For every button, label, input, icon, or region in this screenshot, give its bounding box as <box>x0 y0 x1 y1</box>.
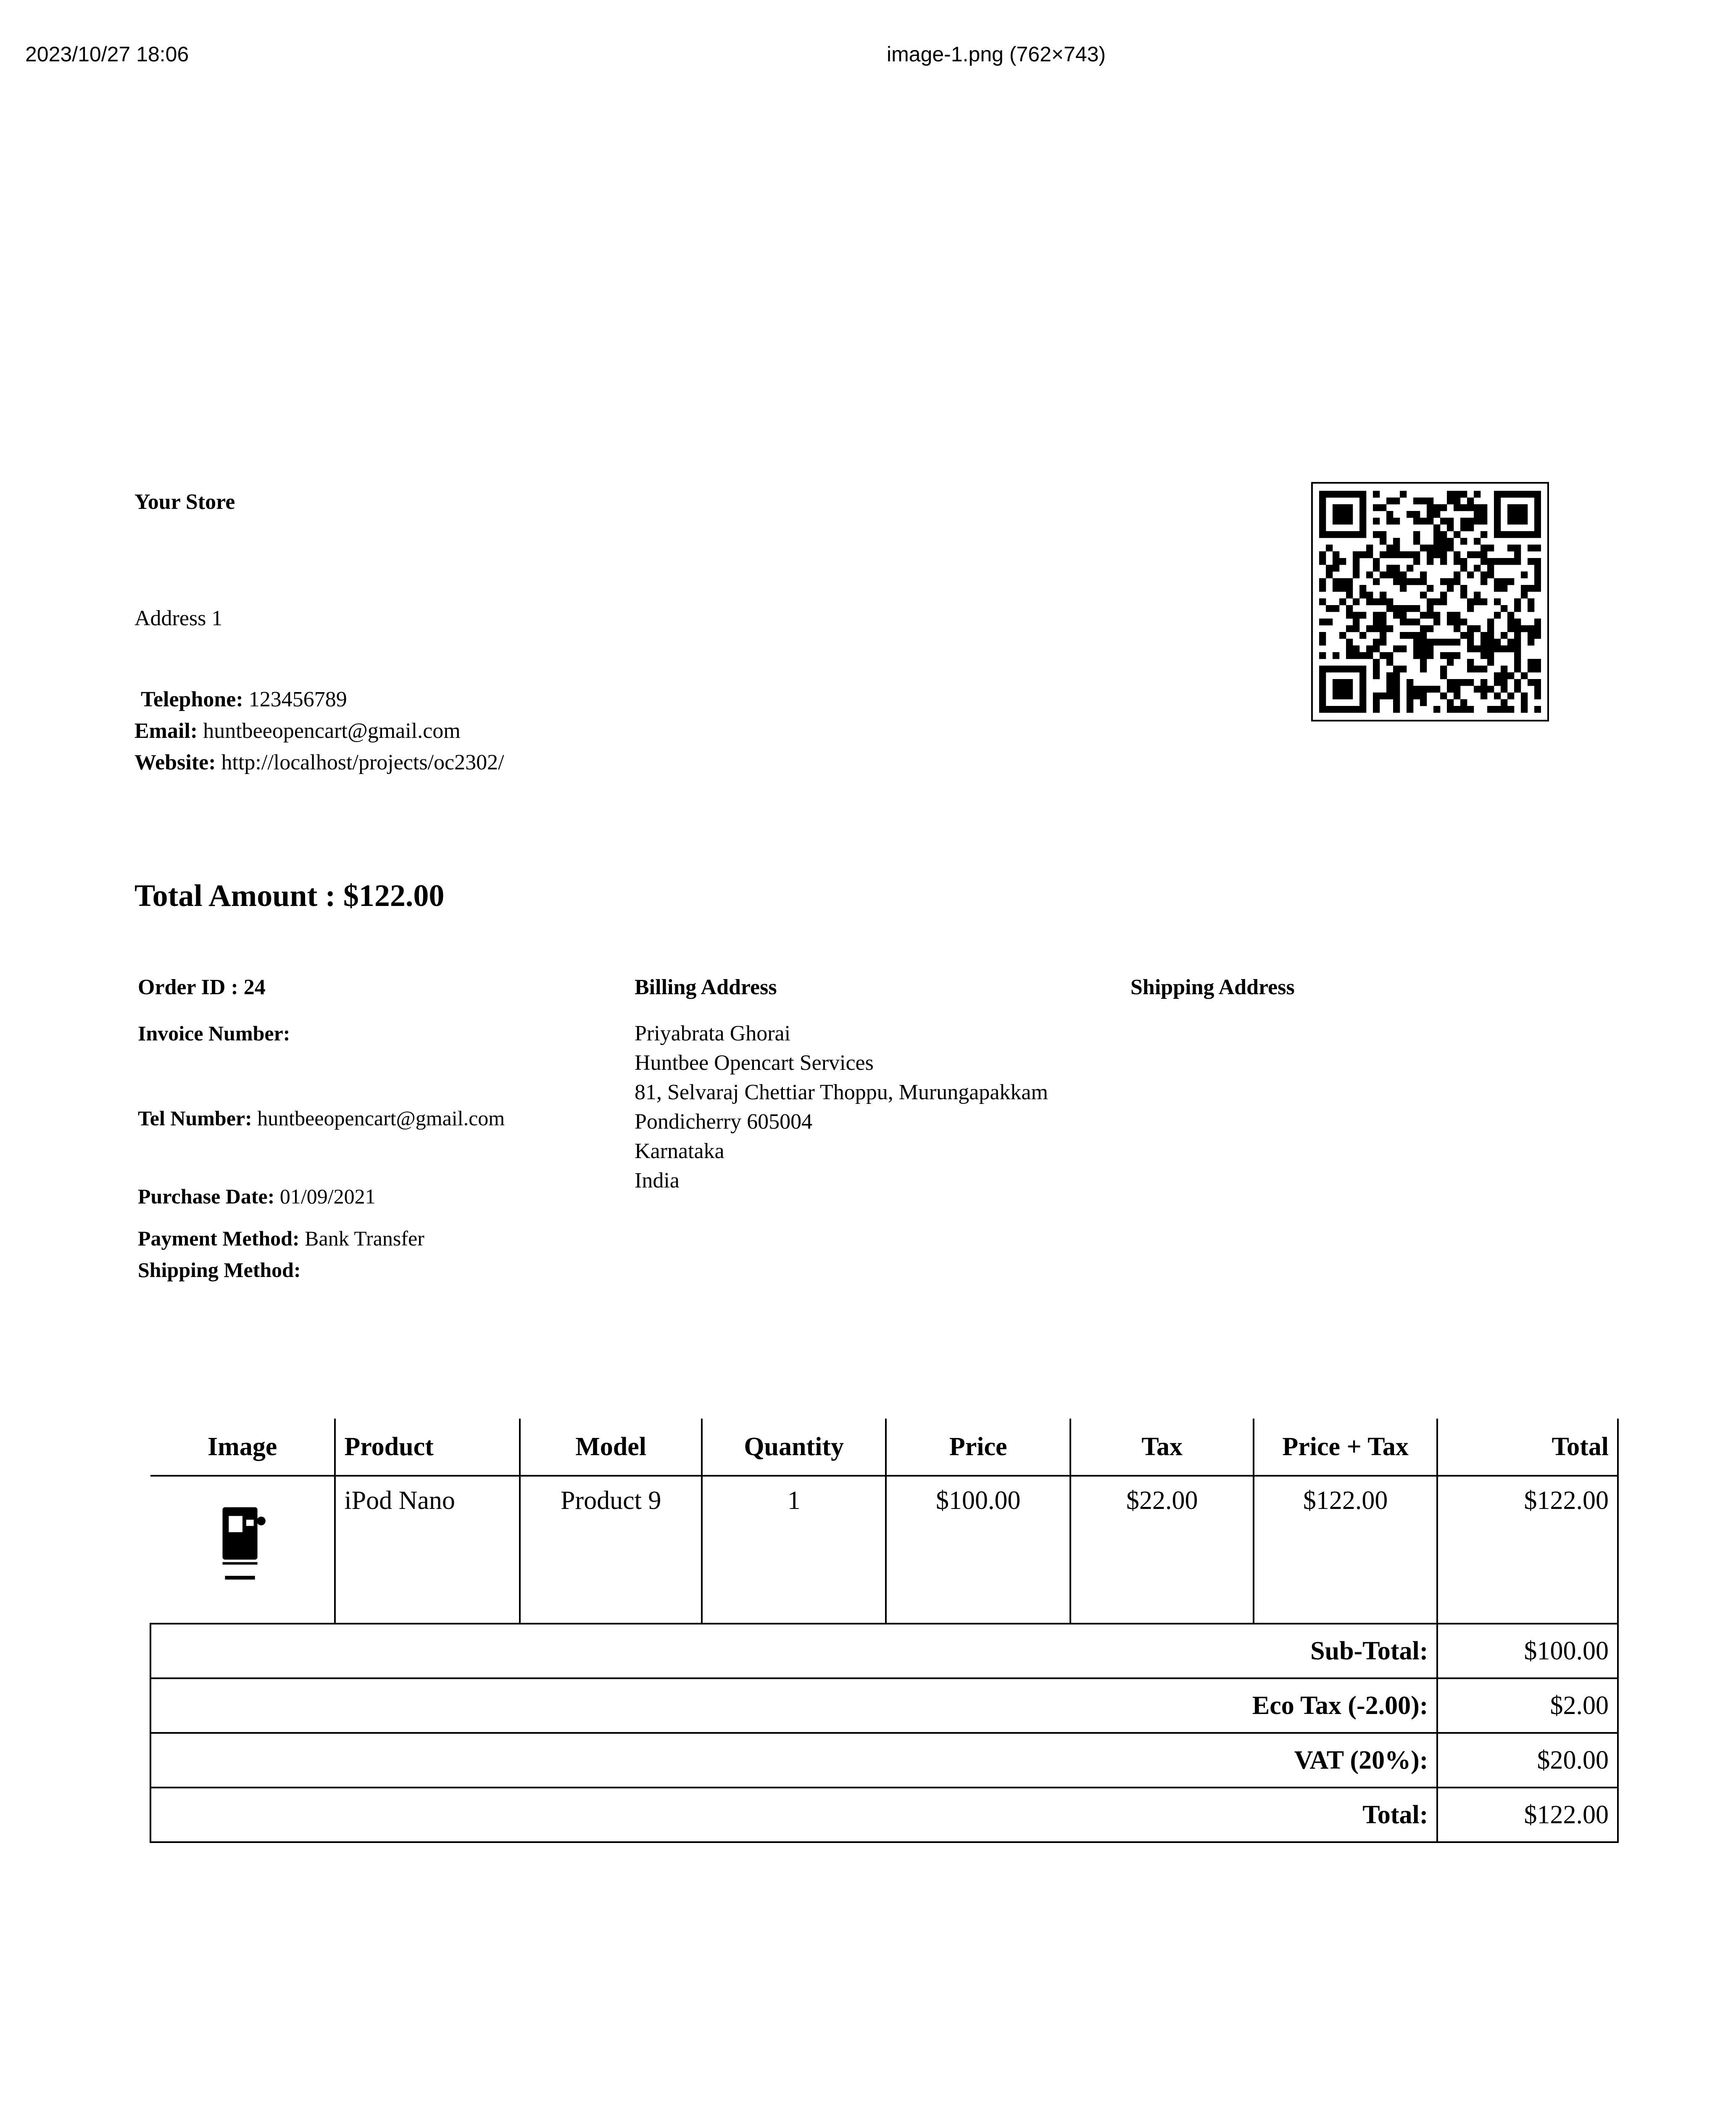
subtotal-value: $100.00 <box>1437 1624 1618 1678</box>
column-header-price: Price <box>886 1419 1071 1476</box>
store-name: Your Store <box>134 490 235 514</box>
column-header-quantity: Quantity <box>702 1419 886 1476</box>
billing-line: Karnataka <box>635 1139 724 1163</box>
invoice-number <box>138 1021 290 1045</box>
print-datetime: 2023/10/27 18:06 <box>25 42 189 66</box>
subtotal-row <box>150 1624 1618 1678</box>
purchase-label: Purchase Date: <box>138 1185 275 1208</box>
ipod-nano-thumbnail-icon <box>217 1505 268 1585</box>
shipping-label: Shipping Method: <box>138 1258 301 1282</box>
column-header-tax: Tax <box>1070 1419 1253 1476</box>
vat-row <box>150 1733 1618 1788</box>
store-address: Address 1 <box>134 606 223 630</box>
store-website <box>134 750 504 775</box>
tel-value: huntbeeopencart@gmail.com <box>257 1106 505 1130</box>
product-price: $100.00 <box>886 1476 1071 1624</box>
purchase-date <box>138 1184 376 1208</box>
column-header-total: Total <box>1437 1419 1618 1476</box>
eco-tax-row <box>150 1678 1618 1733</box>
store-telephone <box>141 687 347 712</box>
table-row <box>150 1476 1618 1624</box>
column-header-model: Model <box>520 1419 702 1476</box>
product-total: $122.00 <box>1437 1476 1618 1624</box>
vat-label: VAT (20%): <box>150 1733 1437 1788</box>
shipping-heading: Shipping Address <box>1130 975 1295 999</box>
tel-label: Tel Number: <box>138 1106 252 1130</box>
total-amount: Total Amount : $122.00 <box>134 879 445 913</box>
payment-value: Bank Transfer <box>305 1227 424 1250</box>
billing-line: India <box>635 1169 680 1193</box>
eco-tax-value: $2.00 <box>1437 1678 1618 1733</box>
billing-line: Pondicherry 605004 <box>635 1110 813 1134</box>
print-title: image-1.png (762×743) <box>887 42 1106 66</box>
billing-address <box>635 1019 1048 1195</box>
purchase-value: 01/09/2021 <box>279 1185 376 1208</box>
order-id: Order ID : 24 <box>138 975 266 999</box>
grand-total-value: $122.00 <box>1437 1788 1618 1842</box>
shipping-method <box>138 1258 301 1282</box>
subtotal-label: Sub-Total: <box>150 1624 1437 1678</box>
product-quantity: 1 <box>702 1476 886 1624</box>
grand-total-label: Total: <box>150 1788 1437 1842</box>
email-label: Email: <box>134 719 198 743</box>
product-image-cell <box>150 1476 335 1624</box>
column-header-product: Product <box>335 1419 520 1476</box>
payment-label: Payment Method: <box>138 1227 300 1250</box>
eco-tax-label: Eco Tax (-2.00): <box>150 1678 1437 1733</box>
product-price-tax: $122.00 <box>1254 1476 1438 1624</box>
billing-line: Priyabrata Ghorai <box>635 1022 791 1045</box>
qr-code <box>1311 482 1549 721</box>
store-email <box>134 719 461 743</box>
billing-line: 81, Selvaraj Chettiar Thoppu, Murungapakkam <box>635 1080 1048 1104</box>
column-header-image: Image <box>150 1419 335 1476</box>
website-label: Website: <box>134 750 216 774</box>
qr-code-icon <box>1319 490 1541 713</box>
website-value: http://localhost/projects/oc2302/ <box>221 750 504 774</box>
product-tax: $22.00 <box>1070 1476 1253 1624</box>
email-value: huntbeeopencart@gmail.com <box>203 719 461 743</box>
payment-method <box>138 1226 424 1251</box>
column-header-price-tax: Price + Tax <box>1254 1419 1438 1476</box>
table-header-row <box>150 1419 1618 1476</box>
grand-total-row <box>150 1788 1618 1842</box>
vat-value: $20.00 <box>1437 1733 1618 1788</box>
product-model: Product 9 <box>520 1476 702 1624</box>
product-name: iPod Nano <box>335 1476 520 1624</box>
telephone-value: 123456789 <box>248 687 347 711</box>
invoice-label: Invoice Number: <box>138 1022 290 1045</box>
tel-number <box>138 1106 505 1130</box>
billing-line: Huntbee Opencart Services <box>635 1051 874 1075</box>
billing-heading: Billing Address <box>635 975 777 999</box>
order-items-table <box>150 1419 1619 1843</box>
telephone-label: Telephone: <box>141 687 243 711</box>
